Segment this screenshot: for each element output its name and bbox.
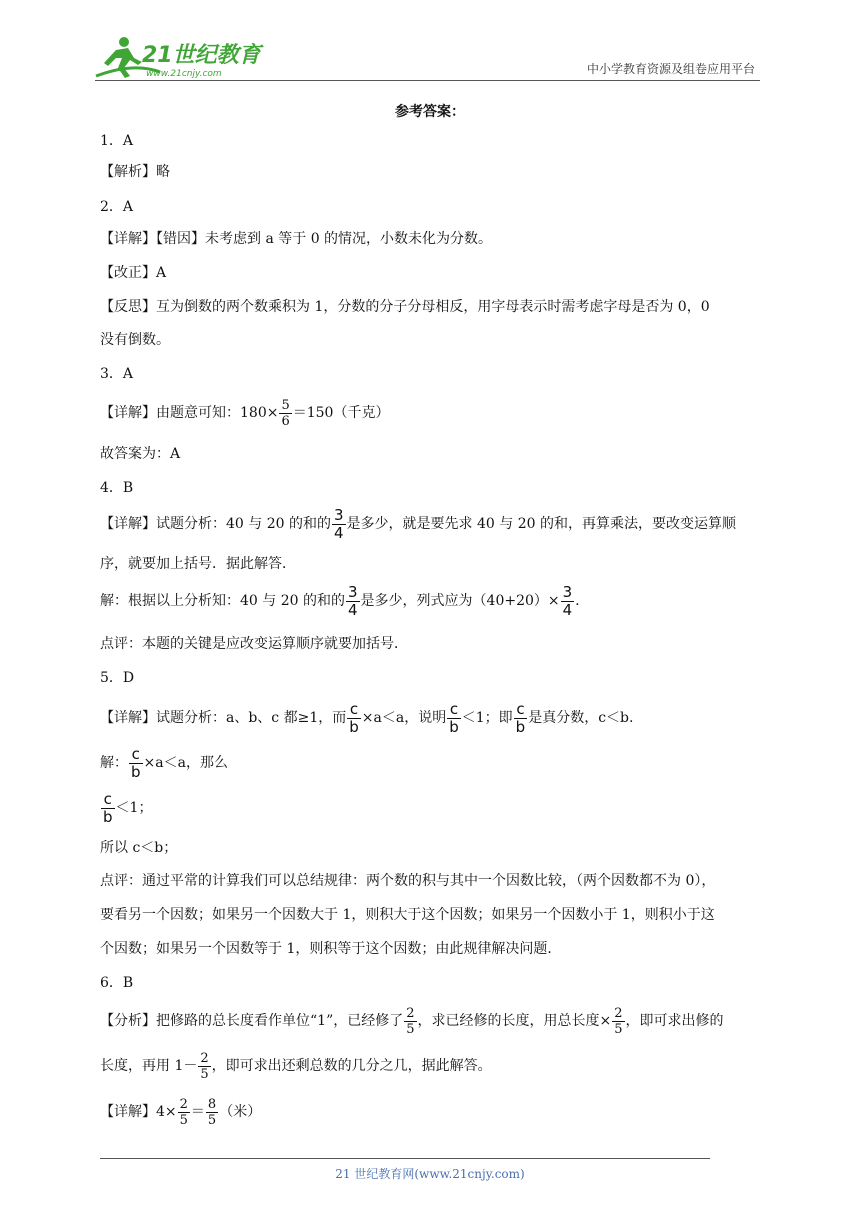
answer-line: 没有倒数。: [100, 332, 170, 348]
fraction-c-over-b: $\frac{c}{b}$: [515, 699, 526, 736]
header-divider: [95, 80, 760, 81]
answer-line: 【详解】试题分析：40 与 20 的和的 $\frac{3}{4}$ 是多少，就是要先求 40 与 20 的和，再算乘法，要改变运算顺: [100, 505, 736, 542]
logo-text: 21世纪教育: [142, 43, 261, 68]
fraction-three-fourths: $\frac{3}{4}$: [347, 582, 358, 619]
fraction-two-fifths: $\frac{2}{5}$: [179, 1096, 188, 1128]
answer-line: 点评：本题的关键是应改变运算顺序就要加括号．: [100, 636, 408, 652]
answer-line: 【详解】由题意可知：180× $\frac{5}{6}$ ＝150（千克）: [100, 397, 390, 429]
footer-link[interactable]: 21 世纪教育网(www.21cnjy.com): [335, 1167, 525, 1181]
fraction-three-fourths: $\frac{3}{4}$: [333, 505, 344, 542]
answer-line: 【改正】A: [100, 265, 167, 281]
page-title: 参考答案：: [395, 104, 465, 120]
answer-line: 长度，再用 1－ $\frac{2}{5}$ ，即可求出还剩总数的几分之几，据此解答。: [100, 1050, 492, 1082]
answer-line: $\frac{c}{b}$ ＜1；: [103, 789, 153, 826]
fraction-three-fourths: $\frac{3}{4}$: [562, 582, 573, 619]
logo-url: www.21cnjy.com: [146, 69, 222, 79]
answer-line: 点评：通过平常的计算我们可以总结规律：两个数的积与其中一个因数比较，（两个因数都不为 0），: [100, 873, 716, 889]
fraction-two-fifths: $\frac{2}{5}$: [200, 1050, 209, 1082]
answer-line: 要看另一个因数；如果另一个因数大于 1，则积大于这个因数；如果另一个因数小于 1，则积小于这: [100, 907, 715, 923]
fraction-eight-fifths: $\frac{8}{5}$: [207, 1096, 217, 1128]
answer-line: 6．B: [100, 975, 134, 991]
answer-line: 【解析】略: [100, 164, 170, 180]
answer-line: 所以 c＜b；: [100, 840, 178, 856]
answer-line: 3．A: [100, 366, 134, 382]
site-logo: [94, 32, 264, 80]
fraction-c-over-b: $\frac{c}{b}$: [131, 744, 141, 781]
fraction-c-over-b: $\frac{c}{b}$: [449, 699, 459, 736]
answer-line: 【反思】互为倒数的两个数乘积为 1，分数的分子分母相反，用字母表示时需考虑字母是否为 0，0: [100, 299, 710, 315]
answer-line: 序，就要加上括号．据此解答．: [100, 556, 296, 572]
fraction-c-over-b: $\frac{c}{b}$: [349, 699, 359, 736]
answer-line: 2．A: [100, 199, 134, 215]
fraction-two-fifths: $\frac{2}{5}$: [614, 1005, 623, 1037]
answer-line: 故答案为：A: [100, 446, 181, 462]
answer-line: 解：根据以上分析知：40 与 20 的和的 $\frac{3}{4}$ 是多少，列式应为（40+20）× $\frac{3}{4}$ .: [100, 582, 580, 619]
header-platform-text: 中小学教育资源及组卷应用平台: [586, 62, 755, 76]
answer-line: 5．D: [100, 670, 135, 686]
fraction-c-over-b: $\frac{c}{b}$: [103, 789, 113, 826]
answer-line: 【详解】【错因】未考虑到 a 等于 0 的情况，小数未化为分数。: [100, 231, 493, 247]
answer-line: 1．A: [100, 133, 134, 149]
answer-line: 【详解】试题分析：a、b、c 都≥1，而 $\frac{c}{b}$ ×a＜a，说明 $\frac{c}{b}$ ＜1；即 $\frac{c}{b}$ 是真分数，c＜b.: [100, 699, 634, 736]
answer-line: 解： $\frac{c}{b}$ ×a＜a，那么: [100, 744, 228, 781]
fraction-two-fifths: $\frac{2}{5}$: [406, 1005, 415, 1037]
fraction-five-sixths: $\frac{5}{6}$: [281, 397, 290, 429]
answer-line: 【分析】把修路的总长度看作单位“1”，已经修了 $\frac{2}{5}$ ，求已经修的长度，用总长度× $\frac{2}{5}$ ，即可求出修的: [100, 1005, 724, 1037]
answer-line: 【详解】4× $\frac{2}{5}$ ＝ $\frac{8}{5}$ （米）: [100, 1096, 262, 1128]
answer-line: 4．B: [100, 480, 134, 496]
footer-divider: [100, 1158, 710, 1159]
answer-line: 个因数；如果另一个因数等于 1，则积等于这个因数；由此规律解决问题．: [100, 941, 562, 957]
